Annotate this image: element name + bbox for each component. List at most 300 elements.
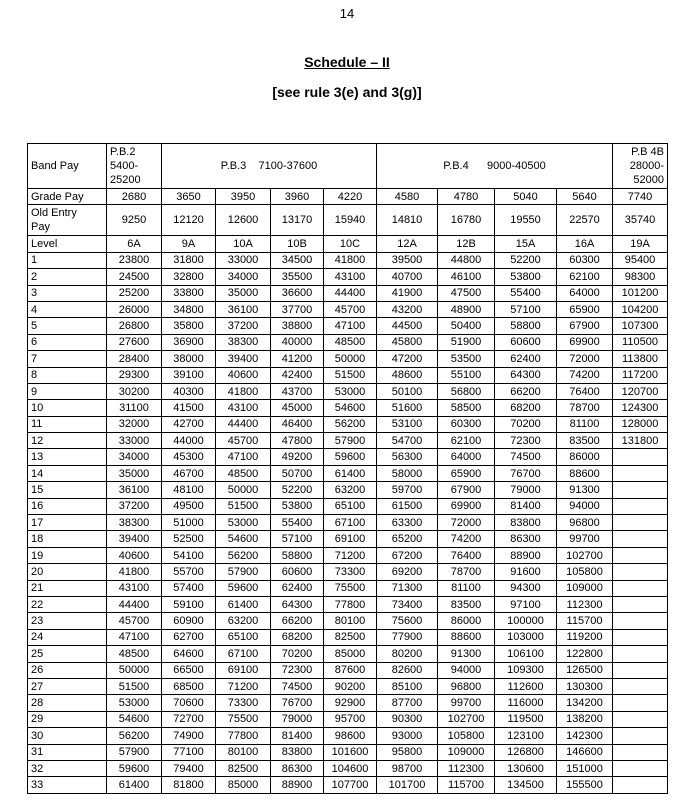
pay-cell: 65200 bbox=[377, 531, 438, 547]
old-entry-cell: 16780 bbox=[438, 205, 495, 236]
pay-cell: 117200 bbox=[613, 367, 668, 383]
pay-cell: 72300 bbox=[271, 662, 324, 678]
pay-cell: 71200 bbox=[324, 547, 377, 563]
pay-cell: 107700 bbox=[324, 777, 377, 793]
pay-cell: 60900 bbox=[162, 613, 216, 629]
pay-cell: 74500 bbox=[271, 678, 324, 694]
pay-cell: 57900 bbox=[107, 744, 162, 760]
pay-cell: 47100 bbox=[107, 629, 162, 645]
pay-cell: 48500 bbox=[324, 334, 377, 350]
pay-cell: 50700 bbox=[271, 465, 324, 481]
pay-cell: 101700 bbox=[377, 777, 438, 793]
table-row bbox=[28, 334, 668, 350]
pay-cell: 90200 bbox=[324, 678, 377, 694]
row-index-cell: 25 bbox=[28, 646, 107, 662]
table-row bbox=[28, 482, 668, 498]
pay-cell: 67200 bbox=[377, 547, 438, 563]
pay-cell: 65900 bbox=[438, 465, 495, 481]
pay-cell: 122800 bbox=[557, 646, 613, 662]
table-row bbox=[28, 400, 668, 416]
pay-cell: 69900 bbox=[438, 498, 495, 514]
pay-cell: 41200 bbox=[271, 351, 324, 367]
old-entry-cell: 14810 bbox=[377, 205, 438, 236]
pay-cell: 81800 bbox=[162, 777, 216, 793]
pay-cell bbox=[613, 613, 668, 629]
pay-cell: 34800 bbox=[162, 301, 216, 317]
pay-cell: 93000 bbox=[377, 728, 438, 744]
pay-cell: 54600 bbox=[216, 531, 271, 547]
grade-pay-cell: 4220 bbox=[324, 189, 377, 205]
table-row bbox=[28, 760, 668, 776]
pay-cell: 115700 bbox=[557, 613, 613, 629]
row-index-cell: 17 bbox=[28, 515, 107, 531]
pay-cell: 58800 bbox=[495, 318, 557, 334]
table-row bbox=[28, 678, 668, 694]
pay-cell: 101200 bbox=[613, 285, 668, 301]
pay-cell: 83800 bbox=[495, 515, 557, 531]
grade-pay-cell: 5640 bbox=[557, 189, 613, 205]
row-index-cell: 13 bbox=[28, 449, 107, 465]
pay-cell: 112300 bbox=[438, 760, 495, 776]
table-row bbox=[28, 744, 668, 760]
pay-cell: 56200 bbox=[216, 547, 271, 563]
pay-cell: 109000 bbox=[438, 744, 495, 760]
pay-cell: 34000 bbox=[107, 449, 162, 465]
pay-cell: 64300 bbox=[495, 367, 557, 383]
pay-cell: 80100 bbox=[324, 613, 377, 629]
table-row bbox=[28, 629, 668, 645]
level-cell: 10B bbox=[271, 236, 324, 252]
pay-cell: 72300 bbox=[495, 433, 557, 449]
band-pb2: P.B.2 5400- 25200 bbox=[107, 144, 162, 189]
row-index-cell: 11 bbox=[28, 416, 107, 432]
pay-cell: 73300 bbox=[324, 564, 377, 580]
pay-cell: 25200 bbox=[107, 285, 162, 301]
pay-cell: 50100 bbox=[377, 383, 438, 399]
pay-cell: 68500 bbox=[162, 678, 216, 694]
row-index-cell: 23 bbox=[28, 613, 107, 629]
grade-pay-cell: 3950 bbox=[216, 189, 271, 205]
pay-cell: 128000 bbox=[613, 416, 668, 432]
table-row bbox=[28, 433, 668, 449]
pay-cell: 48100 bbox=[162, 482, 216, 498]
row-index-cell: 1 bbox=[28, 252, 107, 268]
pay-cell: 94300 bbox=[495, 580, 557, 596]
pay-cell bbox=[613, 596, 668, 612]
pay-cell: 86300 bbox=[271, 760, 324, 776]
pay-cell: 82500 bbox=[216, 760, 271, 776]
row-index-cell: 9 bbox=[28, 383, 107, 399]
table-row bbox=[28, 547, 668, 563]
pay-cell: 61400 bbox=[107, 777, 162, 793]
row-index-cell: 14 bbox=[28, 465, 107, 481]
pay-cell bbox=[613, 465, 668, 481]
old-entry-cell: 22570 bbox=[557, 205, 613, 236]
row-index-cell: 26 bbox=[28, 662, 107, 678]
pay-cell: 71300 bbox=[377, 580, 438, 596]
level-cell: 12B bbox=[438, 236, 495, 252]
pay-cell: 47100 bbox=[324, 318, 377, 334]
row-index-cell: 3 bbox=[28, 285, 107, 301]
pay-cell: 44000 bbox=[162, 433, 216, 449]
pay-cell: 63200 bbox=[324, 482, 377, 498]
pay-cell: 96800 bbox=[438, 678, 495, 694]
pay-cell bbox=[613, 580, 668, 596]
pay-cell: 30200 bbox=[107, 383, 162, 399]
pay-cell: 62100 bbox=[438, 433, 495, 449]
pay-cell: 24500 bbox=[107, 269, 162, 285]
pay-cell: 35000 bbox=[216, 285, 271, 301]
pay-cell: 33800 bbox=[162, 285, 216, 301]
pay-cell: 106100 bbox=[495, 646, 557, 662]
pay-cell: 53100 bbox=[377, 416, 438, 432]
pay-cell: 40600 bbox=[216, 367, 271, 383]
pay-cell: 109000 bbox=[557, 580, 613, 596]
pay-cell: 130300 bbox=[557, 678, 613, 694]
old-entry-cell: 15940 bbox=[324, 205, 377, 236]
row-index-cell: 10 bbox=[28, 400, 107, 416]
row-index-cell: 15 bbox=[28, 482, 107, 498]
pay-cell: 66500 bbox=[162, 662, 216, 678]
grade-pay-row bbox=[28, 189, 668, 205]
band-pay-label: Band Pay bbox=[28, 144, 107, 189]
pay-cell bbox=[613, 564, 668, 580]
pay-cell: 35500 bbox=[271, 269, 324, 285]
pay-cell: 43200 bbox=[377, 301, 438, 317]
pay-cell: 53500 bbox=[438, 351, 495, 367]
pay-cell: 36900 bbox=[162, 334, 216, 350]
pay-cell: 64000 bbox=[557, 285, 613, 301]
pay-cell: 103000 bbox=[495, 629, 557, 645]
table-row bbox=[28, 465, 668, 481]
pay-cell: 70200 bbox=[271, 646, 324, 662]
pay-cell: 45800 bbox=[377, 334, 438, 350]
table-row bbox=[28, 285, 668, 301]
pay-cell: 67900 bbox=[438, 482, 495, 498]
pay-cell: 105800 bbox=[438, 728, 495, 744]
table-row bbox=[28, 777, 668, 793]
pay-cell: 59600 bbox=[216, 580, 271, 596]
pay-cell: 79000 bbox=[495, 482, 557, 498]
row-index-cell: 19 bbox=[28, 547, 107, 563]
pay-cell: 59600 bbox=[324, 449, 377, 465]
pay-cell: 99700 bbox=[557, 531, 613, 547]
pay-cell: 107300 bbox=[613, 318, 668, 334]
table-row bbox=[28, 646, 668, 662]
pay-cell: 49500 bbox=[162, 498, 216, 514]
old-entry-cell: 19550 bbox=[495, 205, 557, 236]
pay-cell: 52500 bbox=[162, 531, 216, 547]
pay-cell: 47200 bbox=[377, 351, 438, 367]
pay-cell: 112300 bbox=[557, 596, 613, 612]
row-index-cell: 6 bbox=[28, 334, 107, 350]
pay-cell: 42700 bbox=[162, 416, 216, 432]
level-cell: 16A bbox=[557, 236, 613, 252]
pay-cell: 146600 bbox=[557, 744, 613, 760]
pay-cell: 39400 bbox=[216, 351, 271, 367]
pay-cell: 57900 bbox=[216, 564, 271, 580]
pay-cell: 88600 bbox=[438, 629, 495, 645]
pay-cell: 81100 bbox=[557, 416, 613, 432]
pay-cell: 102700 bbox=[557, 547, 613, 563]
old-entry-cell: 13170 bbox=[271, 205, 324, 236]
level-cell: 12A bbox=[377, 236, 438, 252]
pay-cell: 81400 bbox=[495, 498, 557, 514]
grade-pay-cell: 4780 bbox=[438, 189, 495, 205]
pay-cell: 92900 bbox=[324, 695, 377, 711]
row-index-cell: 28 bbox=[28, 695, 107, 711]
pay-cell: 40300 bbox=[162, 383, 216, 399]
pay-cell: 64600 bbox=[162, 646, 216, 662]
pay-cell: 76700 bbox=[271, 695, 324, 711]
table-row bbox=[28, 367, 668, 383]
pay-cell: 57900 bbox=[324, 433, 377, 449]
pay-cell bbox=[613, 531, 668, 547]
pay-cell bbox=[613, 498, 668, 514]
pay-cell: 77800 bbox=[324, 596, 377, 612]
pay-cell: 91300 bbox=[438, 646, 495, 662]
pay-cell: 67900 bbox=[557, 318, 613, 334]
pay-cell: 44400 bbox=[324, 285, 377, 301]
schedule-subtitle: [see rule 3(e) and 3(g)] bbox=[272, 84, 422, 100]
pay-cell: 53000 bbox=[216, 515, 271, 531]
pay-cell: 66200 bbox=[271, 613, 324, 629]
pay-cell: 91300 bbox=[557, 482, 613, 498]
pay-cell: 51500 bbox=[216, 498, 271, 514]
pay-cell bbox=[613, 449, 668, 465]
page-number: 14 bbox=[339, 6, 355, 21]
pay-cell: 50000 bbox=[107, 662, 162, 678]
pay-cell: 81400 bbox=[271, 728, 324, 744]
table-row bbox=[28, 613, 668, 629]
pay-cell: 110500 bbox=[613, 334, 668, 350]
pay-cell: 151000 bbox=[557, 760, 613, 776]
pay-cell: 54600 bbox=[107, 711, 162, 727]
pay-cell: 82600 bbox=[377, 662, 438, 678]
pay-cell: 61400 bbox=[324, 465, 377, 481]
row-index-cell: 29 bbox=[28, 711, 107, 727]
pay-cell bbox=[613, 744, 668, 760]
pay-cell: 59600 bbox=[107, 760, 162, 776]
pay-cell: 38000 bbox=[162, 351, 216, 367]
pay-cell: 40000 bbox=[271, 334, 324, 350]
level-cell: 6A bbox=[107, 236, 162, 252]
pay-cell: 73300 bbox=[216, 695, 271, 711]
pay-cell: 116000 bbox=[495, 695, 557, 711]
pay-cell bbox=[613, 777, 668, 793]
pay-cell: 40600 bbox=[107, 547, 162, 563]
pay-cell: 85000 bbox=[216, 777, 271, 793]
row-index-cell: 21 bbox=[28, 580, 107, 596]
pay-cell: 41800 bbox=[107, 564, 162, 580]
pay-cell: 101600 bbox=[324, 744, 377, 760]
pay-cell: 83800 bbox=[271, 744, 324, 760]
pay-cell: 81100 bbox=[438, 580, 495, 596]
pay-cell: 55700 bbox=[162, 564, 216, 580]
pay-cell: 68200 bbox=[271, 629, 324, 645]
pay-cell: 65900 bbox=[557, 301, 613, 317]
pay-cell: 87700 bbox=[377, 695, 438, 711]
pay-cell: 88600 bbox=[557, 465, 613, 481]
pay-cell: 85100 bbox=[377, 678, 438, 694]
level-cell: 10A bbox=[216, 236, 271, 252]
pay-schedule-table bbox=[27, 143, 668, 794]
pay-cell: 123100 bbox=[495, 728, 557, 744]
pay-cell: 104200 bbox=[613, 301, 668, 317]
pay-cell: 63300 bbox=[377, 515, 438, 531]
pay-cell: 39100 bbox=[162, 367, 216, 383]
table-row bbox=[28, 695, 668, 711]
pay-cell: 38300 bbox=[216, 334, 271, 350]
pay-cell: 57400 bbox=[162, 580, 216, 596]
pay-cell: 29300 bbox=[107, 367, 162, 383]
pay-cell: 70600 bbox=[162, 695, 216, 711]
pay-cell: 55400 bbox=[271, 515, 324, 531]
pay-cell: 31100 bbox=[107, 400, 162, 416]
band-pb4: P.B.4 9000-40500 bbox=[377, 144, 613, 189]
pay-cell: 83500 bbox=[438, 596, 495, 612]
pay-cell: 79400 bbox=[162, 760, 216, 776]
pay-cell: 61400 bbox=[216, 596, 271, 612]
pay-cell: 44800 bbox=[438, 252, 495, 268]
pay-cell: 56200 bbox=[324, 416, 377, 432]
pay-cell: 74200 bbox=[438, 531, 495, 547]
pay-cell: 74900 bbox=[162, 728, 216, 744]
pay-cell: 70200 bbox=[495, 416, 557, 432]
row-index-cell: 8 bbox=[28, 367, 107, 383]
pay-cell: 131800 bbox=[613, 433, 668, 449]
pay-cell: 67100 bbox=[324, 515, 377, 531]
pay-cell: 56300 bbox=[377, 449, 438, 465]
pay-cell: 53000 bbox=[107, 695, 162, 711]
pay-cell: 83500 bbox=[557, 433, 613, 449]
pay-cell: 105800 bbox=[557, 564, 613, 580]
pay-cell: 120700 bbox=[613, 383, 668, 399]
pay-cell: 82500 bbox=[324, 629, 377, 645]
pay-cell: 49200 bbox=[271, 449, 324, 465]
pay-cell: 72000 bbox=[557, 351, 613, 367]
pay-cell: 59100 bbox=[162, 596, 216, 612]
pay-cell: 77800 bbox=[216, 728, 271, 744]
pay-cell: 38800 bbox=[271, 318, 324, 334]
row-index-cell: 24 bbox=[28, 629, 107, 645]
pay-cell: 45700 bbox=[324, 301, 377, 317]
old-entry-cell: 35740 bbox=[613, 205, 668, 236]
pay-cell: 134500 bbox=[495, 777, 557, 793]
pay-cell: 36600 bbox=[271, 285, 324, 301]
pay-cell: 38300 bbox=[107, 515, 162, 531]
pay-cell bbox=[613, 728, 668, 744]
pay-cell: 48900 bbox=[438, 301, 495, 317]
pay-cell: 97100 bbox=[495, 596, 557, 612]
grade-pay-cell: 5040 bbox=[495, 189, 557, 205]
pay-cell: 55400 bbox=[495, 285, 557, 301]
pay-cell: 41800 bbox=[324, 252, 377, 268]
pay-cell: 33000 bbox=[107, 433, 162, 449]
pay-cell bbox=[613, 760, 668, 776]
pay-cell: 115700 bbox=[438, 777, 495, 793]
pay-cell: 60300 bbox=[438, 416, 495, 432]
pay-cell: 95700 bbox=[324, 711, 377, 727]
pay-cell: 126500 bbox=[557, 662, 613, 678]
pay-cell: 85000 bbox=[324, 646, 377, 662]
pay-cell: 68200 bbox=[495, 400, 557, 416]
row-index-cell: 32 bbox=[28, 760, 107, 776]
pay-cell: 155500 bbox=[557, 777, 613, 793]
pay-cell: 74500 bbox=[495, 449, 557, 465]
pay-cell: 37200 bbox=[107, 498, 162, 514]
level-cell: 10C bbox=[324, 236, 377, 252]
pay-cell: 80200 bbox=[377, 646, 438, 662]
pay-cell: 65100 bbox=[216, 629, 271, 645]
pay-cell: 64000 bbox=[438, 449, 495, 465]
pay-cell bbox=[613, 629, 668, 645]
pay-cell: 50000 bbox=[324, 351, 377, 367]
pay-cell bbox=[613, 711, 668, 727]
table-row bbox=[28, 711, 668, 727]
pay-cell: 53000 bbox=[324, 383, 377, 399]
level-cell: 19A bbox=[613, 236, 668, 252]
pay-cell: 75600 bbox=[377, 613, 438, 629]
pay-cell: 72000 bbox=[438, 515, 495, 531]
pay-cell: 47800 bbox=[271, 433, 324, 449]
table-row bbox=[28, 662, 668, 678]
pay-cell: 51500 bbox=[324, 367, 377, 383]
pay-cell: 63200 bbox=[216, 613, 271, 629]
pay-cell: 66200 bbox=[495, 383, 557, 399]
pay-cell: 48600 bbox=[377, 367, 438, 383]
pay-cell: 54700 bbox=[377, 433, 438, 449]
pay-cell: 52200 bbox=[271, 482, 324, 498]
pay-cell bbox=[613, 547, 668, 563]
pay-cell: 74200 bbox=[557, 367, 613, 383]
pay-cell: 76400 bbox=[557, 383, 613, 399]
table-row bbox=[28, 728, 668, 744]
row-index-cell: 5 bbox=[28, 318, 107, 334]
pay-cell: 112600 bbox=[495, 678, 557, 694]
pay-cell: 95800 bbox=[377, 744, 438, 760]
pay-cell: 94000 bbox=[557, 498, 613, 514]
row-index-cell: 22 bbox=[28, 596, 107, 612]
pay-cell: 43100 bbox=[107, 580, 162, 596]
pay-cell: 98600 bbox=[324, 728, 377, 744]
pay-cell: 43100 bbox=[324, 269, 377, 285]
table-row bbox=[28, 301, 668, 317]
pay-cell: 91600 bbox=[495, 564, 557, 580]
table-row bbox=[28, 416, 668, 432]
table-row bbox=[28, 531, 668, 547]
row-index-cell: 20 bbox=[28, 564, 107, 580]
table-row bbox=[28, 449, 668, 465]
pay-cell: 28400 bbox=[107, 351, 162, 367]
band-pb3: P.B.3 7100-37600 bbox=[162, 144, 377, 189]
pay-cell: 45700 bbox=[216, 433, 271, 449]
pay-cell: 79000 bbox=[271, 711, 324, 727]
table-row bbox=[28, 351, 668, 367]
pay-cell: 76400 bbox=[438, 547, 495, 563]
pay-cell: 31800 bbox=[162, 252, 216, 268]
pay-cell: 27600 bbox=[107, 334, 162, 350]
pay-cell: 41800 bbox=[216, 383, 271, 399]
level-cell: 9A bbox=[162, 236, 216, 252]
pay-cell: 62700 bbox=[162, 629, 216, 645]
table-row bbox=[28, 383, 668, 399]
pay-cell: 60300 bbox=[557, 252, 613, 268]
pay-cell: 80100 bbox=[216, 744, 271, 760]
pay-cell: 69900 bbox=[557, 334, 613, 350]
pay-cell: 69100 bbox=[324, 531, 377, 547]
pay-cell: 39500 bbox=[377, 252, 438, 268]
